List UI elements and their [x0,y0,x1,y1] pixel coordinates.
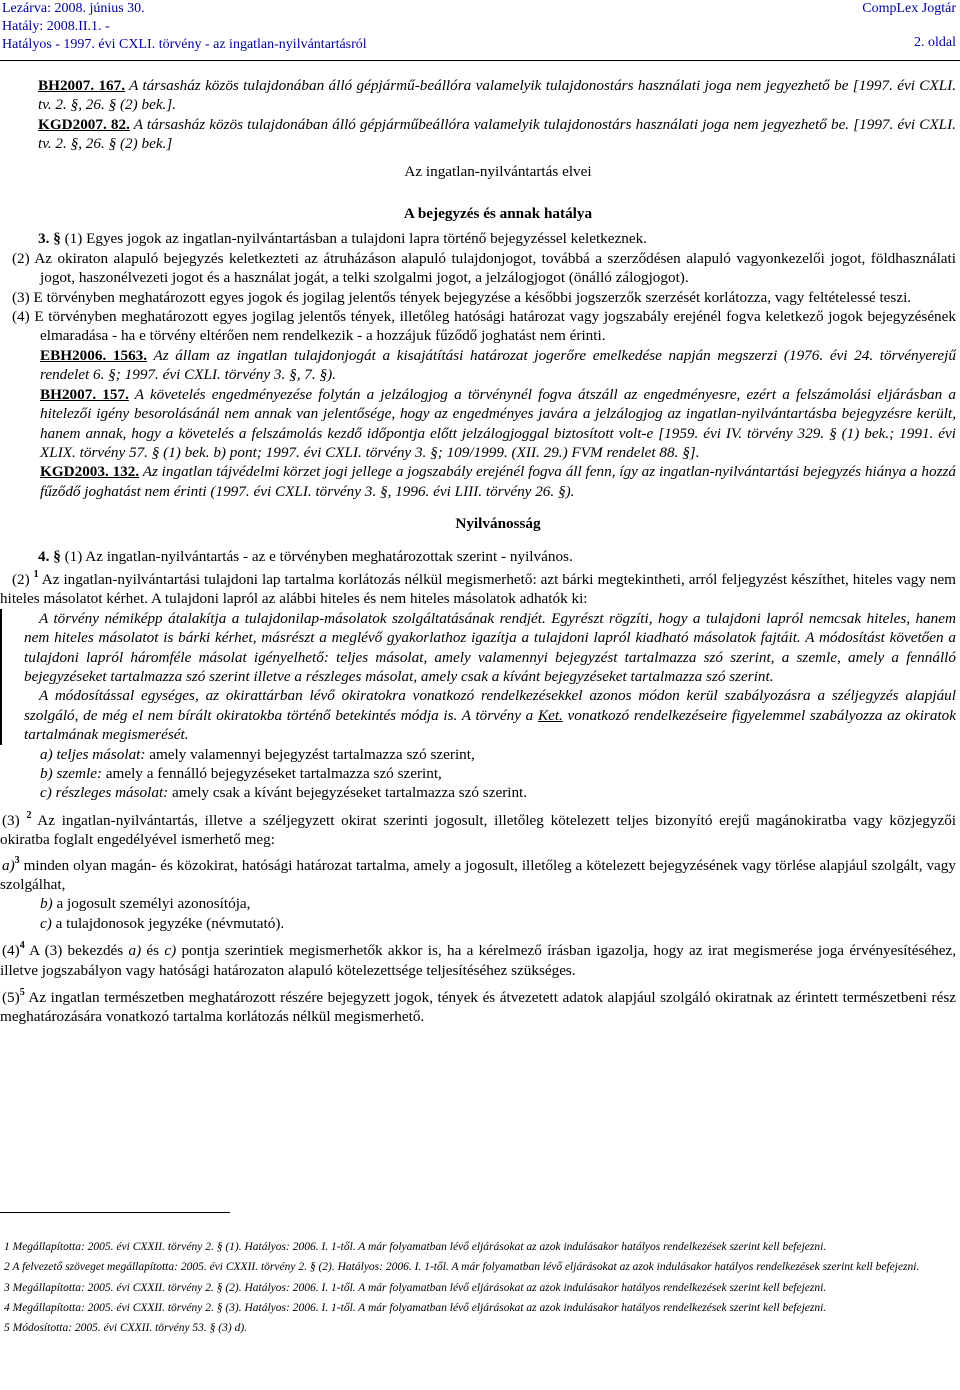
list-item: b) szemle: amely a fennálló bejegyzéseket tartalmazza szó szerint, [40,765,442,782]
paragraph-4-3: (3) $^2$ Az ingatlan-nyilvántartás, illetve a széljegyzett okirat szerinti jogosult, illetőleg kötelezett teljes bizonyító erejű magánokiratba vagy közjegyzői okiratba foglalt engedélyével ismerhető meg: [0,809,957,849]
footnote-marker[interactable]: 3 [14,854,20,866]
court-ref-paragraph: BH2007. 157. A követelés engedményezése folytán a jelzálogjog a törvénynél fogva átszáll az engedményesre, ezért a felszámolási eljárásban a hitelezői igény besorolásánál nem annak van jelentősége, hogy az engedményes javára a jelzálogjog az ingatlan-nyilvántartásba bejegyzésre került, hanem annak, hogy a követelés a felszámolás kezdő időpontja előtt jelzálogjoggal biztosított volt-e [1959. évi IV. törvény 329. § (1) bek.; 1991. évi XLIX. törvény 57. § (1) bek. b) pont; 1997. évi CXLI. törvény 3. §; 109/1999. (XII. 29.) FVM rendelet 88. §]. [40,385,956,461]
header-left [2,0,367,54]
list-item: c) részleges másolat: amely csak a kívánt bejegyzéseket tartalmazza szó szerint. [40,784,528,802]
footnotes [4,1240,956,1335]
footnote: 4 Megállapította: 2005. évi CXXII. törvény 2. § (3). Hatályos: 2006. I. 1-től. A már folyamatban lévő eljárásokat az azok indulásakor hatályos rendelkezések szerint kell befejezni. [4,1301,827,1314]
footnote-marker[interactable]: 2 [26,809,32,821]
list-item: a)$^3$ minden olyan magán- és közokirat, hatósági határozat tartalma, amely a jogosult, illetőleg a kötelezett bejegyzésének vagy törlése alapjául szolgált, vagy szolgálhat, [0,854,956,894]
paragraph-4-4: $(4)^4$ A (3) bekezdés a) és c) pontja szerintiek megismerhetők akkor is, ha a kérelmező írásban igazolja, hogy az irat megismerése joga érvényesítéséhez, illetve jogszabályon vagy hatósági határozaton alapuló kötelezettsége teljesítéséhez szükséges. [0,940,956,979]
header-effect: Hatály: 2008.II.1. - [2,19,110,34]
commentary-paragraph: A módosítással egységes, az okirattárban lévő okiratokra vonatkozó rendelkezésekkel azonos módon kerül szabályozásra a széljegyzés alapjául szolgáló, de még el nem bírált okiratokba történő betekintés módja is. A törvény a Ket. vonatkozó rendelkezéseire figyelemmel szabályozza az okiratok tartalmának megismerését. [24,687,956,744]
paragraph-4-2: (2) $^1$ Az ingatlan-nyilvántartási tulajdoni lap tartalma korlátozás nélkül megismerhető: azt bárki megtekintheti, arról feljegyzést készíthet, hiteles vagy nem hiteles másolatot kérhet. A tulajdoni lapról az alábbi hiteles és nem hiteles másolatok adhatók ki: [0,568,956,608]
court-ref-paragraph: KGD2003. 132. Az ingatlan tájvédelmi körzet jogi jellege a jogszabály erejénél fogva áll fenn, így az ingatlan-nyilvántartási bejegyzés hiánya a hozzá fűződő joghatást nem érinti (1997. évi CXLI. törvény 3. §, 1996. évi LIII. törvény 26. §). [40,463,956,500]
court-ref-link[interactable]: BH2007. 167. [38,77,126,94]
paragraph-3-2: (2) Az okiraton alapuló bejegyzés keletkezteti az átruházáson alapuló tulajdonjogot, továbbá a szerződésen alapuló vagyonkezelői jogot, földhasználati jogot, haszonélvezeti jogot és a használat jogát, a telki szolgalmi jogot, a jelzálogjogot (önálló zálogjogot). [12,249,956,287]
header-product: CompLex Jogtár [862,1,956,16]
paragraph-4-1: 4. § (1) Az ingatlan-nyilvántartás - az e törvényben meghatározottak szerint - nyilvános. [38,547,573,565]
footnote: 3 Megállapította: 2005. évi CXXII. törvény 2. § (2). Hatályos: 2006. I. 1-től. A már folyamatban lévő eljárásokat az azok indulásakor hatályos rendelkezések szerint kell befejezni. [4,1281,827,1294]
court-ref-paragraph [38,76,956,115]
paragraph-3-4: (4) E törvényben meghatározott egyes jogilag jelentős tények, illetőleg hatósági határozat vagy jogszabály erejénél fogva keletkező jogok bejegyzésének elmaradása - ha e törvény eltérően nem rendelkezik - a hozzájuk fűződő joghatást nem érinti. [12,308,956,345]
court-ref-link[interactable]: EBH2006. 1563. [40,346,148,364]
commentary-paragraph: A törvény némiképp átalakítja a tulajdonilap-másolatok szolgáltatásának rendjét. Egyrészt rögzíti, hogy a tulajdoni lapról nemcsak hiteles, hanem nem hiteles másolatot is bárki kérhet, másrészt a meglévő gyakorlathoz igazítja a tulajdoni lapról kiadható másolatok fajtáit. A módosítást követően a tulajdoni lapról háromféle másolat igényelhető: teljes másolat, amely valamennyi bejegyzést tartalmazza szó szerint, a szemle, amely a fennálló bejegyzéseket tartalmazza szó szerint illetve a részleges másolat, amely csak a kívánt bejegyzéseket tartalmazza szó szerint. [24,609,956,685]
section-title-publicity: Nyilvánosság [455,515,541,533]
page-header [0,0,960,62]
list-item: a) teljes másolat: amely valamennyi bejegyzést tartalmazza szó szerint, [40,745,475,763]
footnote-marker[interactable]: 1 [33,568,39,580]
header-rule [0,60,960,61]
ket-link[interactable]: Ket. [537,706,563,724]
section-number: 3. § [38,230,61,248]
court-ref-paragraph: EBH2006. 1563. Az állam az ingatlan tulajdonjogát a kisajátítási határozat jogerőre emelkedése napján megszerzi (1976. évi 24. törvényerejű rendelet 6. §; 1997. évi CXLI. törvény 3. §, 7. §). [40,346,956,384]
footnote-marker[interactable]: 4 [19,940,25,952]
footnote: 5 Módosította: 2005. évi CXXII. törvény 53. § (3) d). [4,1322,248,1335]
commentary-block [0,609,956,745]
subsection-title: A bejegyzés és annak hatálya [403,205,593,223]
court-ref-link[interactable]: KGD2003. 132. [40,463,140,481]
footnote: 2 A felvezető szöveget megállapította: 2005. évi CXXII. törvény 2. § (2). Hatályos: 2006. I. 1-től. A már folyamatban lévő eljárásokat az azok indulásakor hatályos rendelkezések szerint kell befejezni. [4,1261,920,1274]
header-law-title: Hatályos - 1997. évi CXLI. törvény - az ingatlan-nyilvántartásról [2,37,367,52]
footnote: 1 Megállapította: 2005. évi CXXII. törvény 2. § (1). Hatályos: 2006. I. 1-től. A már folyamatban lévő eljárásokat az azok indulásakor hatályos rendelkezések szerint kell befejezni. [4,1241,827,1253]
list-item: b) a jogosult személyi azonosítója, [40,895,251,913]
footnote-marker[interactable]: 5 [19,987,25,999]
paragraph-3-3: (3) E törvényben meghatározott egyes jogok és jogilag jelentős tények bejegyzése a későbbi jogszerzők szerzését korlátozza, vagy feltételessé teszi. [12,288,912,306]
header-page-number: 2. oldal [914,35,956,50]
section-title: Az ingatlan-nyilvántartás elvei [404,162,592,180]
footnote-rule [0,1212,230,1213]
header-closed-date: Lezárva: 2008. június 30. [2,1,145,16]
document-body [0,76,957,1027]
section-number: 4. § [38,547,61,565]
court-ref-text: A társasház közös tulajdonában álló gépjármű-beállóra valamelyik tulajdonostárs használati joga nem jegyezhető be [1997. évi CXLI. tv. 2. §, 26. § (2) bek.]. [38,77,956,114]
paragraph-3-1: 3. § (1) Egyes jogok az ingatlan-nyilvántartásban a tulajdoni lapra történő bejegyzéssel keletkeznek. [38,230,647,248]
list-item: c) a tulajdonosok jegyzéke (névmutató). [40,914,285,932]
court-ref-text: A társasház közös tulajdonában álló gépjárműbeállóra valamelyik tulajdonostárs használati joga nem jegyezhető be. [1997. évi CXLI. tv. 2. §, 26. § (2) bek.] [38,115,956,153]
court-ref-link[interactable]: BH2007. 157. [40,385,129,403]
court-ref-paragraph [38,115,956,154]
paragraph-4-5: $(5)^5$ Az ingatlan természetben meghatározott részére bejegyzett jogok, tények és átvezetett adatok alapjául szolgáló okiratnak az érintett természetbeni rész meghatározására vonatkozó tartalma korlátozás nélkül megismerhető. [0,987,956,1026]
court-ref-link[interactable]: KGD2007. 82. [38,115,130,133]
